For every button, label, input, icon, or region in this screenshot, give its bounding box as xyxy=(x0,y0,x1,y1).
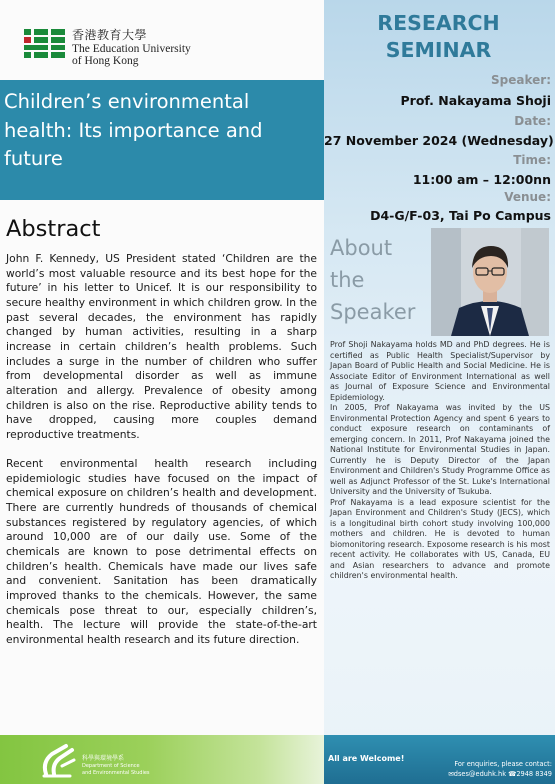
abstract-paragraph-1: John F. Kennedy, US President stated ‘Children are the world’s most valuable resource and its best hope for the future’ in his letter to Unicef. It is our responsibility to secure healthy environment in which children grow. In the past several decades, the environment has rapidly changed by human activities, resulting in a sharp increase in certain children’s health problems. Such includes a surge in the number of children who suffer from developmental disorder as well as immune alteration and allergy. Prevalence of obesity among children is also on the rise. Reproductive ability tends to have dropped, causing more couples demand reproductive treatments. xyxy=(6,252,317,441)
speaker-name: Prof. Nakayama Shoji xyxy=(400,93,551,108)
speaker-portrait-icon xyxy=(431,228,549,336)
about-line2: the xyxy=(330,268,365,292)
date-label: Date: xyxy=(514,114,551,128)
time-label: Time: xyxy=(513,153,551,167)
logo-english-name-line1: The Education University xyxy=(72,43,191,55)
seminar-venue: D4-G/F-03, Tai Po Campus xyxy=(370,208,551,223)
seminar-title-line3: future xyxy=(4,147,63,170)
dept-english-name-line2: and Environmental Studies xyxy=(82,770,150,776)
research-seminar-heading xyxy=(326,10,551,64)
seminar-time: 11:00 am – 12:00nn xyxy=(412,172,551,187)
abstract-body xyxy=(6,252,317,648)
seminar-title xyxy=(4,88,320,174)
logo-english-name-line2: of Hong Kong xyxy=(72,55,139,67)
title-band xyxy=(0,80,324,200)
eduhk-emblem-icon xyxy=(22,26,68,66)
enquiries-text: For enquiries, please contact: xyxy=(454,760,552,768)
seminar-title-line2: health: Its importance and xyxy=(4,118,263,142)
seminar-date: 27 November 2024 (Wednesday) xyxy=(324,133,554,148)
bio-paragraph-3: Prof Nakayama is a lead exposure scientist for the Japan Environment and Children's Study (JECS), which is a longitudinal birth cohort study involving 100,000 mothers and children. He is devoted to human biomonitoring research. Exposome research is his most recent activity. He collaborates with US, Canada, EU and Asian researchers to advance and promote children's environmental health. xyxy=(330,497,550,580)
abstract-heading: Abstract xyxy=(6,216,101,242)
eduhk-logo[interactable] xyxy=(22,24,192,68)
bio-paragraph-2: In 2005, Prof Nakayama was invited by the US Environmental Protection Agency and spent 6 years to conduct exposure research on contaminants of emerging concern. In 2011, Prof Nakayama joined the National Institute for Environmental Studies in Japan. Currently he is Deputy Director of the Japan Environment and Children's Study Programme Office as well as Adjunct Professor of the St. Luke's International University and the University of Tsukuba. xyxy=(330,403,550,496)
speaker-label: Speaker: xyxy=(491,73,551,87)
speaker-bio xyxy=(330,340,550,582)
bio-paragraph-1: Prof Shoji Nakayama holds MD and PhD degrees. He is certified as Public Health Specialist/Supervisor by Japan Board of Public Health and Social Medicine. He is Associate Editor of Environment International as well as Journal of Exposure Science and Environmental Epidemiology. xyxy=(330,340,550,402)
venue-label: Venue: xyxy=(504,190,551,204)
welcome-text: All are Welcome! xyxy=(328,754,405,763)
seminar-title-line1: Children’s environmental xyxy=(4,90,250,113)
logo-chinese-name: 香港教育大學 xyxy=(72,28,148,42)
about-line1: About xyxy=(330,236,393,260)
dses-logo-icon xyxy=(40,740,78,780)
research-seminar-line2: SEMINAR xyxy=(385,38,492,62)
contact-details[interactable]: ✉dses@eduhk.hk ☎2948 8349 xyxy=(448,770,552,778)
dept-english-name-line1: Department of Science xyxy=(82,763,140,769)
about-line3: Speaker xyxy=(330,300,416,324)
about-speaker-heading xyxy=(330,232,415,328)
speaker-photo xyxy=(431,228,549,336)
abstract-paragraph-2: Recent environmental health research including epidemiologic studies have focused on the impact of chemical exposure on children’s health and development. There are currently hundreds of thousands of chemical substances registered by regulatory agencies, of which around 10,000 are of our daily use. Some of the chemicals are known to pose detrimental effects on children’s health. Chemicals have made our lives safe and convenient. Sanitation has been dramatically improved thanks to the chemicals. However, the same chemicals pose threat to our, especially children’s, health. The lecture will provide the state-of-the-art environmental health research and its future direction. xyxy=(6,457,317,646)
dept-chinese-name: 科學與環境學系 xyxy=(82,755,125,762)
research-seminar-line1: RESEARCH xyxy=(377,11,500,35)
